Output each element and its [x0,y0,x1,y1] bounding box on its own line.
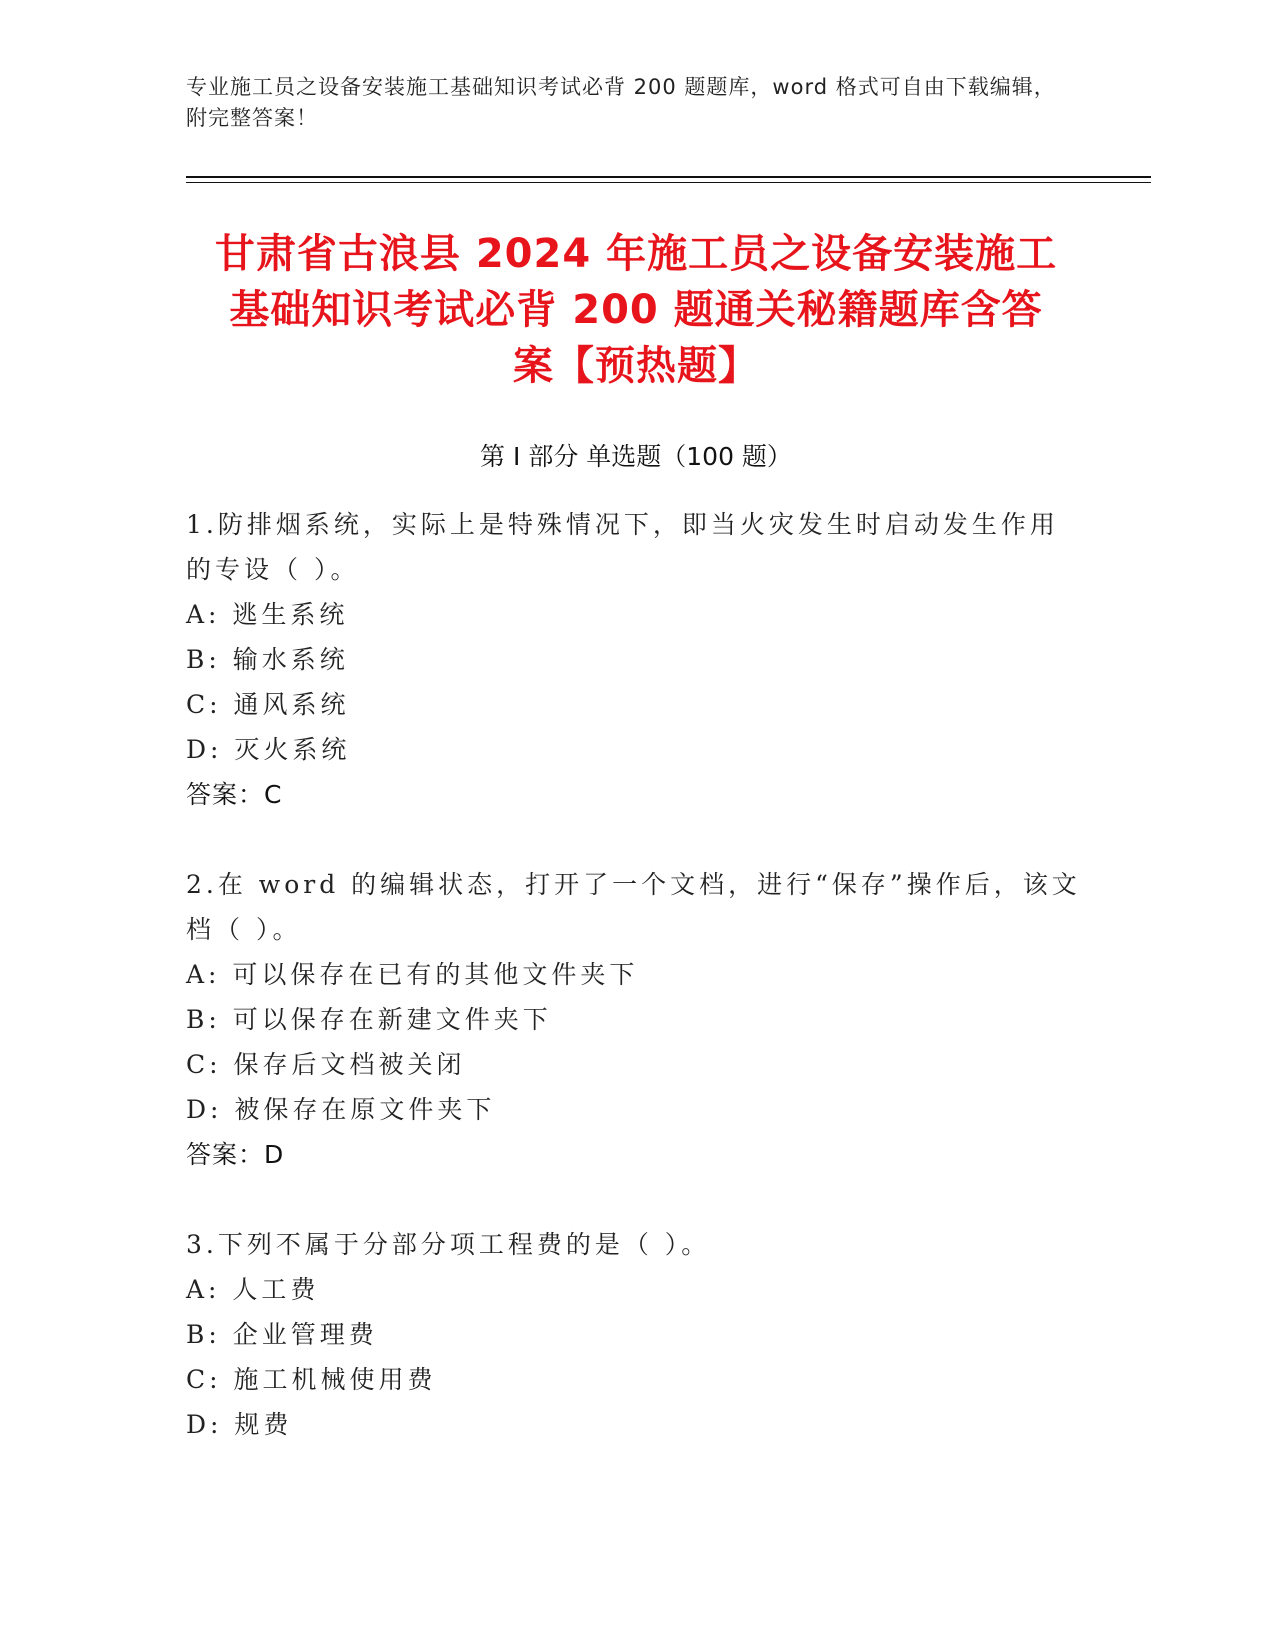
option-b: B: 可以保存在新建文件夹下 [186,1005,552,1034]
title-line-2: 基础知识考试必背 200 题通关秘籍题库含答 [229,287,1043,333]
question-stem: 2.在 word 的编辑状态，打开了一个文档，进行“保存”操作后，该文档（ ）。 [186,870,1081,944]
answer: 答案：D [186,1140,285,1169]
option-d: D: 灭火系统 [186,735,351,764]
option-a: A: 人工费 [186,1275,320,1304]
header-divider-thin [186,182,1151,183]
question-stem: 1.防排烟系统，实际上是特殊情况下，即当火灾发生时启动发生作用的专设（ ）。 [186,510,1059,584]
option-c: C: 通风系统 [186,690,350,719]
question-3 [186,1222,1086,1447]
section-heading: 第 I 部分 单选题（100 题） [480,442,792,471]
option-d: D: 规费 [186,1410,293,1439]
title-line-1: 甘肃省古浪县 2024 年施工员之设备安装施工 [214,231,1058,277]
header-divider-thick [186,176,1151,178]
option-c: C: 施工机械使用费 [186,1365,437,1394]
option-b: B: 企业管理费 [186,1320,378,1349]
question-2 [186,862,1086,1177]
question-1 [186,502,1086,817]
option-d: D: 被保存在原文件夹下 [186,1095,496,1124]
document-title [186,226,1086,394]
title-line-3: 案【预热题】 [513,343,759,389]
question-stem: 3.下列不属于分部分项工程费的是（ ）。 [186,1230,711,1259]
option-a: A: 可以保存在已有的其他文件夹下 [186,960,639,989]
option-a: A: 逃生系统 [186,600,349,629]
header-note: 专业施工员之设备安装施工基础知识考试必背 200 题题库，word 格式可自由下载编辑，附完整答案！ [186,75,1056,130]
option-b: B: 输水系统 [186,645,349,674]
answer: 答案：C [186,780,283,809]
option-c: C: 保存后文档被关闭 [186,1050,466,1079]
